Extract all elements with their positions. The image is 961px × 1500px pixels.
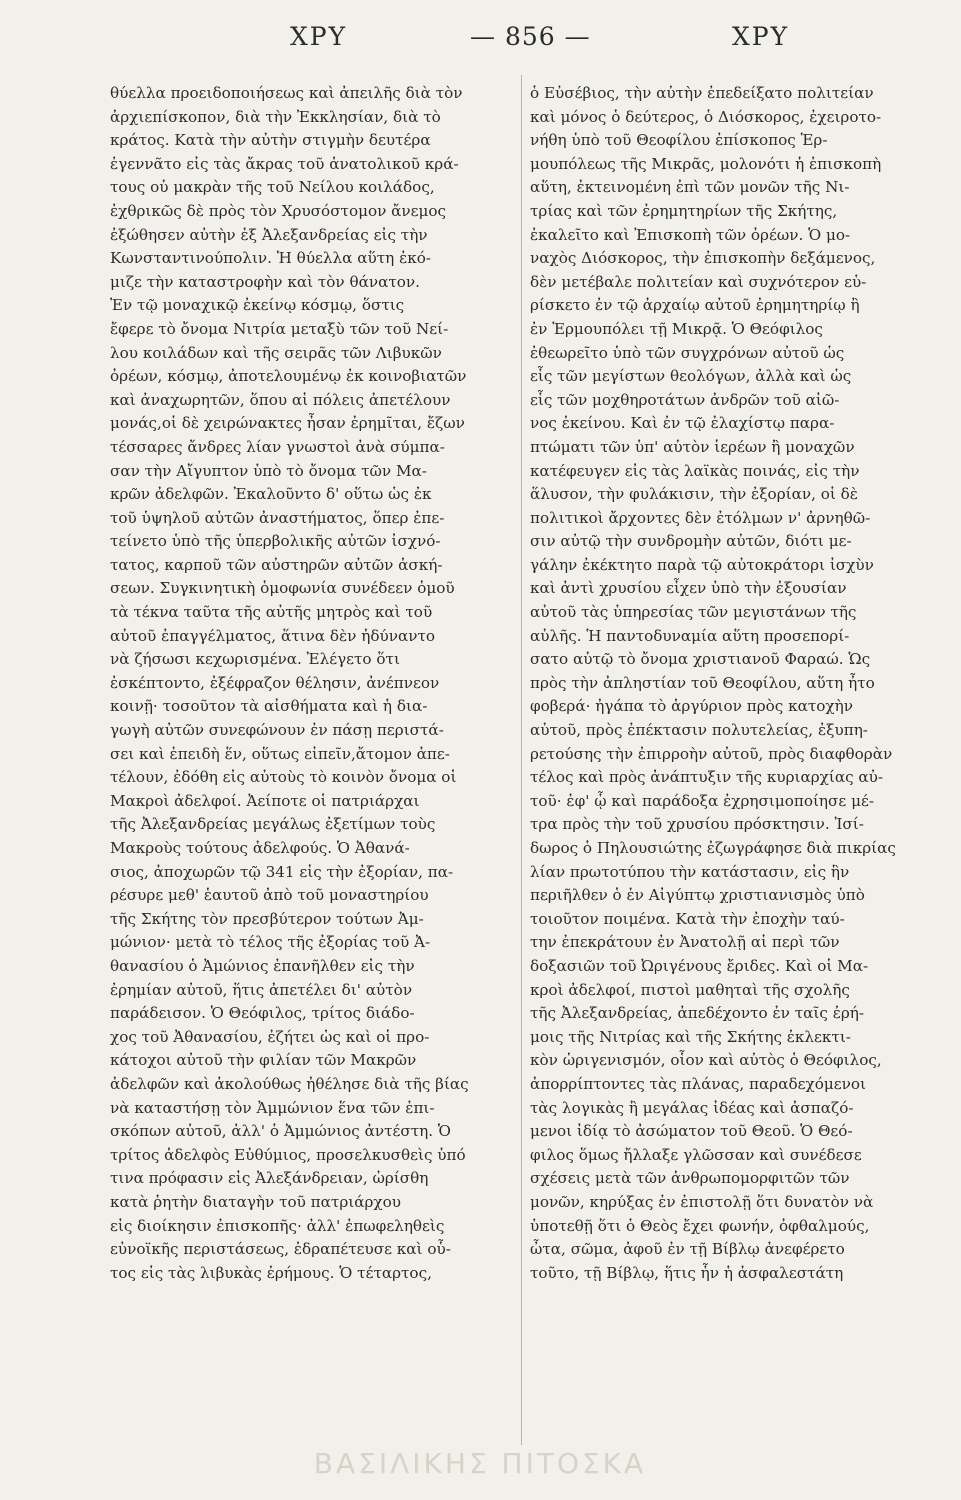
text-line: ἀδελφῶν καὶ ἀκολούθως ἠθέλησε διὰ τῆς βίας xyxy=(110,1074,469,1093)
text-line: Κωνσταντινούπολιν. Ἡ θύελλα αὕτη ἐκό- xyxy=(110,249,431,268)
text-line: κάτοχοι αὐτοῦ τὴν φιλίαν τῶν Μακρῶν xyxy=(110,1051,417,1070)
text-line: γωγὴ αὐτῶν συνεφώνουν ἐν πάσῃ περιστά- xyxy=(110,721,444,740)
text-line: νὰ καταστήσῃ τὸν Ἀμμώνιον ἕνα τῶν ἐπι- xyxy=(110,1098,435,1117)
text-line: ἐν Ἑρμουπόλει τῇ Μικρᾷ. Ὁ Θεόφιλος xyxy=(530,319,823,338)
text-line: κὸν ὡριγενισμόν, οἷον καὶ αὐτὸς ὁ Θεόφιλος, xyxy=(530,1051,882,1070)
text-line: ἔφερε τὸ ὄνομα Νιτρία μεταξὺ τῶν τοῦ Νεί- xyxy=(110,319,449,338)
text-line: την ἐπεκράτουν ἐν Ἀνατολῇ αἱ περὶ τῶν xyxy=(530,933,840,952)
text-line: Μακροὶ ἀδελφοί. Ἀείποτε οἱ πατριάρχαι xyxy=(110,791,420,810)
text-line: ἐγεννᾶτο εἰς τὰς ἄκρας τοῦ ἀνατολικοῦ κρά- xyxy=(110,154,459,173)
text-line: εἷς τῶν μοχθηροτάτων ἀνδρῶν τοῦ αἰῶ- xyxy=(530,390,840,409)
text-line: ἐρημίαν αὐτοῦ, ἥτις ἀπετέλει δι' αὐτὸν xyxy=(110,980,413,999)
text-line: αὐτοῦ, πρὸς ἐπέκτασιν πολυτελείας, ἐξυπη- xyxy=(530,721,868,740)
text-line: κοινῇ· τοσοῦτον τὰ αἰσθήματα καὶ ἡ δια- xyxy=(110,697,428,716)
text-line: σατο αὐτῷ τὸ ὄνομα χριστιανοῦ Φαραώ. Ὡς xyxy=(530,650,871,669)
page-header xyxy=(0,22,961,72)
page-number: — 856 — xyxy=(470,22,591,51)
text-line: τρίας καὶ τῶν ἐρημητηρίων τῆς Σκήτης, xyxy=(530,201,838,220)
text-line: ἀπορρίπτοντες τὰς πλάνας, παραδεχόμενοι xyxy=(530,1074,866,1093)
text-line: τρα πρὸς τὴν τοῦ χρυσίου πρόσκτησιν. Ἰσί- xyxy=(530,815,864,834)
text-line: ρετούσης τὴν ἐπιρροὴν αὐτοῦ, πρὸς διαφθορὰν xyxy=(530,744,893,763)
text-line: μονάς,οἱ δὲ χειρώνακτες ἦσαν ἐρημῖται, ἔζων xyxy=(110,414,465,433)
text-line: σχέσεις μετὰ τῶν ἀνθρωπομορφιτῶν τῶν xyxy=(530,1169,850,1188)
text-line: ὀρέων, κόσμῳ, ἀποτελουμένῳ ἐκ κοινοβιατῶν xyxy=(110,367,467,386)
text-line: δὲν μετέβαλε πολιτείαν καὶ συχνότερον εὑ- xyxy=(530,272,867,291)
text-line: ὦτα, σῶμα, ἀφοῦ ἐν τῇ Βίβλῳ ἀνεφέρετο xyxy=(530,1240,845,1259)
text-line: Μακροὺς τούτους ἀδελφούς. Ὁ Ἀθανά- xyxy=(110,839,410,857)
text-line: τοιοῦτον ποιμένα. Κατὰ τὴν ἐποχὴν ταύ- xyxy=(530,909,845,928)
header-left-guide-word: ΧΡΥ xyxy=(290,22,348,51)
column-divider xyxy=(521,75,522,1445)
text-line: ἐχθρικῶς δὲ πρὸς τὸν Χρυσόστομον ἄνεμος xyxy=(110,201,447,220)
text-line: Ἐν τῷ μοναχικῷ ἐκείνῳ κόσμῳ, ὅστις xyxy=(110,296,405,315)
text-line: κράτος. Κατὰ τὴν αὐτὴν στιγμὴν δευτέρα xyxy=(110,131,431,150)
text-line: τέλουν, ἐδόθη εἰς αὐτοὺς τὸ κοινὸν ὄνομα οἱ xyxy=(110,768,457,787)
text-line: τείνετο ὑπὸ τῆς ὑπερβολικῆς αὐτῶν ἰσχνό- xyxy=(110,532,441,551)
text-line: λίαν πρωτοτύπου τὴν κατάστασιν, εἰς ἣν xyxy=(530,862,850,881)
text-line: τοῦ· ἐφ' ᾧ καὶ παράδοξα ἐχρησιμοποίησε μέ- xyxy=(530,791,874,810)
text-line: τῆς Ἀλεξανδρείας, ἀπεδέχοντο ἐν ταῖς ἐρή- xyxy=(530,1004,864,1023)
text-line: αὐλῆς. Ἡ παντοδυναμία αὕτη προσεπορί- xyxy=(530,626,850,645)
text-line: μώνιον· μετὰ τὸ τέλος τῆς ἐξορίας τοῦ Ἀ- xyxy=(110,933,431,952)
text-line: καὶ μόνος ὁ δεύτερος, ὁ Διόσκορος, ἐχειροτο- xyxy=(530,107,882,126)
text-line: θύελλα προειδοποιήσεως καὶ ἀπειλῆς διὰ τὸν xyxy=(110,84,463,102)
text-line: αὐτοῦ τὰς ὑπηρεσίας τῶν μεγιστάνων τῆς xyxy=(530,603,857,622)
text-line: περιῆλθεν ὁ ἐν Αἰγύπτῳ χριστιανισμὸς ὑπὸ xyxy=(530,886,865,905)
text-line: χος τοῦ Ἀθανασίου, ἐζήτει ὡς καὶ οἱ προ- xyxy=(110,1027,430,1046)
text-line: ἐξώθησεν αὐτὴν ἐξ Ἀλεξανδρείας εἰς τὴν xyxy=(110,225,428,244)
left-column xyxy=(110,82,518,1285)
text-line: εὐνοϊκῆς περιστάσεως, ἐδραπέτευσε καὶ οὗ- xyxy=(110,1240,451,1259)
text-line: μιζε τὴν καταστροφὴν καὶ τὸν θάνατον. xyxy=(110,272,420,291)
right-column xyxy=(530,82,935,1285)
text-line: ἐκαλεῖτο καὶ Ἐπισκοπὴ τῶν ὀρέων. Ὁ μο- xyxy=(530,225,851,244)
text-line: τὰ τέκνα ταῦτα τῆς αὐτῆς μητρὸς καὶ τοῦ xyxy=(110,603,433,622)
text-line: σκόπων αὐτοῦ, ἀλλ' ὁ Ἀμμώνιος ἀντέστη. Ὁ xyxy=(110,1122,451,1141)
text-line: ρέσυρε μεθ' ἑαυτοῦ ἀπὸ τοῦ μοναστηρίου xyxy=(110,886,429,905)
text-line: σεων. Συγκινητικὴ ὁμοφωνία συνέδεεν ὁμοῦ xyxy=(110,579,455,598)
text-line: μονῶν, κηρύξας ἐν ἐπιστολῇ ὅτι δυνατὸν νὰ xyxy=(530,1192,874,1211)
text-line: τινα πρόφασιν εἰς Ἀλεξάνδρειαν, ὡρίσθη xyxy=(110,1169,429,1188)
text-line: κατὰ ῥητὴν διαταγὴν τοῦ πατριάρχου xyxy=(110,1192,401,1211)
text-line: νος ἐκείνου. Καὶ ἐν τῷ ἐλαχίστῳ παρα- xyxy=(530,414,835,433)
text-line: τέλος καὶ πρὸς ἀνάπτυξιν τῆς κυριαρχίας αὐ- xyxy=(530,768,884,787)
text-line: σαν τὴν Αἴγυπτον ὑπὸ τὸ ὄνομα τῶν Μα- xyxy=(110,461,427,480)
text-line: μενοι ἰδίᾳ τὸ ἀσώματον τοῦ Θεοῦ. Ὁ Θεό- xyxy=(530,1122,853,1141)
text-line: ἐθεωρεῖτο ὑπὸ τῶν συγχρόνων αὐτοῦ ὡς xyxy=(530,343,845,362)
text-line: ὁ Εὐσέβιος, τὴν αὐτὴν ἐπεδείξατο πολιτείαν xyxy=(530,84,874,102)
text-line: κατέφευγεν εἰς τὰς λαϊκὰς ποινάς, εἰς τὴν xyxy=(530,461,860,480)
text-line: πολιτικοὶ ἄρχοντες δὲν ἐτόλμων ν' ἀρνηθῶ- xyxy=(530,508,871,527)
text-line: αὕτη, ἐκτεινομένη ἐπὶ τῶν μονῶν τῆς Νι- xyxy=(530,178,850,197)
text-line: ἅλυσον, τὴν φυλάκισιν, τὴν ἐξορίαν, οἱ δὲ xyxy=(530,485,858,504)
text-line: τῆς Σκήτης τὸν πρεσβύτερον τούτων Ἀμ- xyxy=(110,909,424,928)
text-line: ναχὸς Διόσκορος, τὴν ἐπισκοπὴν δεξάμενος, xyxy=(530,249,876,268)
text-line: πρὸς τὴν ἀπληστίαν τοῦ Θεοφίλου, αὕτη ἦτο xyxy=(530,673,875,692)
text-line: τὰς λογικὰς ἢ μεγάλας ἰδέας καὶ ἀσπαζό- xyxy=(530,1098,854,1117)
text-line: φοβερά· ἠγάπα τὸ ἀργύριον πρὸς κατοχὴν xyxy=(530,697,853,716)
text-line: μουπόλεως τῆς Μικρᾶς, μολονότι ἡ ἐπισκοπὴ xyxy=(530,154,882,173)
text-line: γάλην ἐκέκτητο παρὰ τῷ αὐτοκράτορι ἰσχὺν xyxy=(530,555,874,574)
text-line: τος εἰς τὰς λιβυκὰς ἐρήμους. Ὁ τέταρτος, xyxy=(110,1263,432,1282)
text-line: θανασίου ὁ Ἀμώνιος ἐπανῆλθεν εἰς τὴν xyxy=(110,956,415,975)
text-line: τοῦ ὑψηλοῦ αὐτῶν ἀναστήματος, ὅπερ ἐπε- xyxy=(110,508,445,527)
library-watermark: ΒΑΣΙΛΙΚΗΣ ΠΙΤΟΣΚΑ xyxy=(313,1447,647,1480)
text-line: ἀρχιεπίσκοπον, διὰ τὴν Ἐκκλησίαν, διὰ τὸ xyxy=(110,107,441,126)
text-line: τρίτος ἀδελφὸς Εὐθύμιος, προσελκυσθεὶς ὑπό xyxy=(110,1145,466,1164)
text-line: ρίσκετο ἐν τῷ ἀρχαίῳ αὐτοῦ ἐρημητηρίῳ ἢ xyxy=(530,296,860,315)
text-line: μοις τῆς Νιτρίας καὶ τῆς Σκήτης ἐκλεκτι- xyxy=(530,1027,851,1046)
header-right-guide-word: ΧΡΥ xyxy=(732,22,790,51)
text-line: καὶ ἀναχωρητῶν, ὅπου αἱ πόλεις ἀπετέλουν xyxy=(110,390,451,409)
text-line: τοῦτο, τῇ Βίβλῳ, ἥτις ἦν ἡ ἀσφαλεστάτη xyxy=(530,1263,844,1282)
text-line: νήθη ὑπὸ τοῦ Θεοφίλου ἐπίσκοπος Ἑρ- xyxy=(530,131,828,150)
text-line: καὶ ἀντὶ χρυσίου εἶχεν ὑπὸ τὴν ἐξουσίαν xyxy=(530,579,847,598)
text-line: ἐσκέπτοντο, ἐξέφραζον θέλησιν, ἀνέπνεον xyxy=(110,673,440,692)
text-line: λου κοιλάδων καὶ τῆς σειρᾶς τῶν Λιβυκῶν xyxy=(110,343,442,362)
text-line: δωρος ὁ Πηλουσιώτης ἐζωγράφησε διὰ πικρίας xyxy=(530,839,896,857)
text-line: τους οὐ μακρὰν τῆς τοῦ Νείλου κοιλάδος, xyxy=(110,178,435,197)
text-line: τέσσαρες ἄνδρες λίαν γνωστοὶ ἀνὰ σύμπα- xyxy=(110,437,445,456)
text-line: αὐτοῦ ἐπαγγέλματος, ἅτινα δὲν ἠδύναντο xyxy=(110,626,435,645)
text-line: τατος, καρποῦ τῶν αὐστηρῶν αὐτῶν ἀσκή- xyxy=(110,555,443,574)
text-line: κροὶ ἀδελφοί, πιστοὶ μαθηταὶ τῆς σχολῆς xyxy=(530,980,850,999)
text-line: δοξασιῶν τοῦ Ὠριγένους ἔριδες. Καὶ οἱ Μα- xyxy=(530,956,869,975)
text-line: κρῶν ἀδελφῶν. Ἐκαλοῦντο δ' οὕτω ὡς ἐκ xyxy=(110,485,432,504)
text-line: παράδεισον. Ὁ Θεόφιλος, τρίτος διάδο- xyxy=(110,1004,415,1023)
text-line: σιν αὐτῷ τὴν συνδρομὴν αὐτῶν, διότι με- xyxy=(530,532,852,551)
text-line: πτώματι τῶν ὑπ' αὐτὸν ἱερέων ἢ μοναχῶν xyxy=(530,437,855,456)
text-line: φιλος ὅμως ἤλλαξε γλῶσσαν καὶ συνέδεσε xyxy=(530,1145,862,1164)
text-line: εἰς διοίκησιν ἐπισκοπῆς· ἀλλ' ἐπωφεληθεὶς xyxy=(110,1216,445,1235)
text-line: ὑποτεθῇ ὅτι ὁ Θεὸς ἔχει φωνήν, ὀφθαλμούς, xyxy=(530,1216,870,1235)
text-line: νὰ ζήσωσι κεχωρισμένα. Ἐλέγετο ὅτι xyxy=(110,650,400,669)
text-line: τῆς Ἀλεξανδρείας μεγάλως ἐξετίμων τοὺς xyxy=(110,815,436,834)
text-line: σιος, ἀποχωρῶν τῷ 341 εἰς τὴν ἐξορίαν, πα- xyxy=(110,862,454,881)
text-line: σει καὶ ἐπειδὴ ἕν, οὕτως εἰπεῖν,ἄτομον ἀπε- xyxy=(110,744,450,763)
text-line: εἷς τῶν μεγίστων θεολόγων, ἀλλὰ καὶ ὡς xyxy=(530,367,852,386)
